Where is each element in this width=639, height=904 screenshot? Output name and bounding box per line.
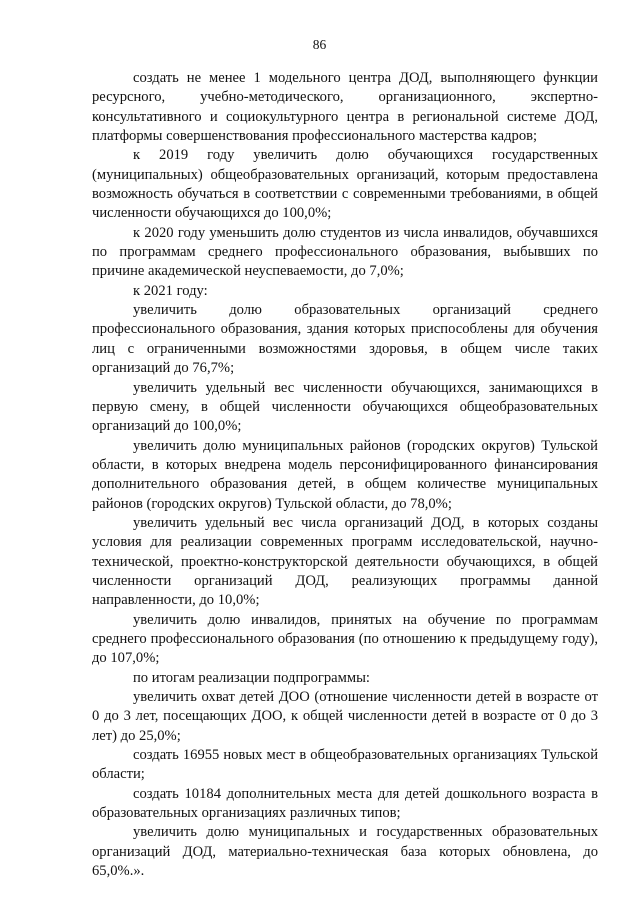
paragraph-subprogram-results: по итогам реализации подпрограммы: — [133, 669, 370, 686]
paragraph-personalized-financing: увеличить долю муниципальных районов (городских округов) Тульской области, в которых внедрена модель персонифицированного финансирования дополнительного образования детей, в общем количестве муниципальных районов (городских округов) Тульской области, до 78,0%; — [92, 437, 598, 512]
page-number: 86 — [312, 37, 327, 52]
paragraph-2019-target: к 2019 году увеличить долю обучающихся государственных (муниципальных) общеобразовательных организаций, которым предоставлена возможность обучаться в соответствии с современными требованиями, в общей численности обучающихся до 100,0%; — [92, 147, 598, 222]
paragraph-preschool-coverage: увеличить охват детей ДОО (отношение численности детей в возрасте от 0 до 3 лет, посещающих ДОО, к общей численности детей в возрасте от 0 до 3 лет) до 25,0%; — [92, 689, 598, 744]
paragraph-accessible-buildings: увеличить долю образовательных организаций среднего профессионального образования, здания которых приспособлены для обучения лиц с ограниченными возможностями здоровья, в общем числе таких организаций до 76,7%; — [92, 302, 598, 377]
paragraph-model-center: создать не менее 1 модельного центра ДОД, выполняющего функции ресурсного, учебно-методического, организационного, экспертно-консультативного и социокультурного центра в региональной системе ДОД, платформы совершенствования профессионального мастерства кадров; — [92, 70, 598, 145]
paragraph-research-programs: увеличить удельный вес числа организаций ДОД, в которых созданы условия для реализации современных программ исследовательской, научно-технической, проектно-конструкторской деятельности обучающихся, в общей численности организаций ДОД, реализующих программы данной направленности, до 10,0%; — [92, 514, 598, 609]
document-body — [92, 69, 598, 881]
paragraph-first-shift: увеличить удельный вес численности обучающихся, занимающихся в первую смену, в общей численности обучающихся общеобразовательных организаций до 100,0%; — [92, 379, 598, 435]
paragraph-new-school-places: создать 16955 новых мест в общеобразовательных организациях Тульской области; — [92, 747, 598, 783]
paragraph-preschool-places: создать 10184 дополнительных места для детей дошкольного возраста в образовательных организациях различных типов; — [92, 785, 598, 822]
paragraph-disabled-enrollment: увеличить долю инвалидов, принятых на обучение по программам среднего профессионального образования (по отношению к предыдущему году), до 107,0%; — [92, 611, 598, 667]
paragraph-2021-heading: к 2021 году: — [133, 282, 208, 299]
paragraph-equipment-update: увеличить долю муниципальных и государственных образовательных организаций ДОД, материально-техническая база которых обновлена, до 65,0%.». — [92, 824, 598, 880]
paragraph-2020-target: к 2020 году уменьшить долю студентов из числа инвалидов, обучавшихся по программам среднего профессионального образования, выбывших по причине академической неуспеваемости, до 7,0%; — [92, 224, 598, 280]
